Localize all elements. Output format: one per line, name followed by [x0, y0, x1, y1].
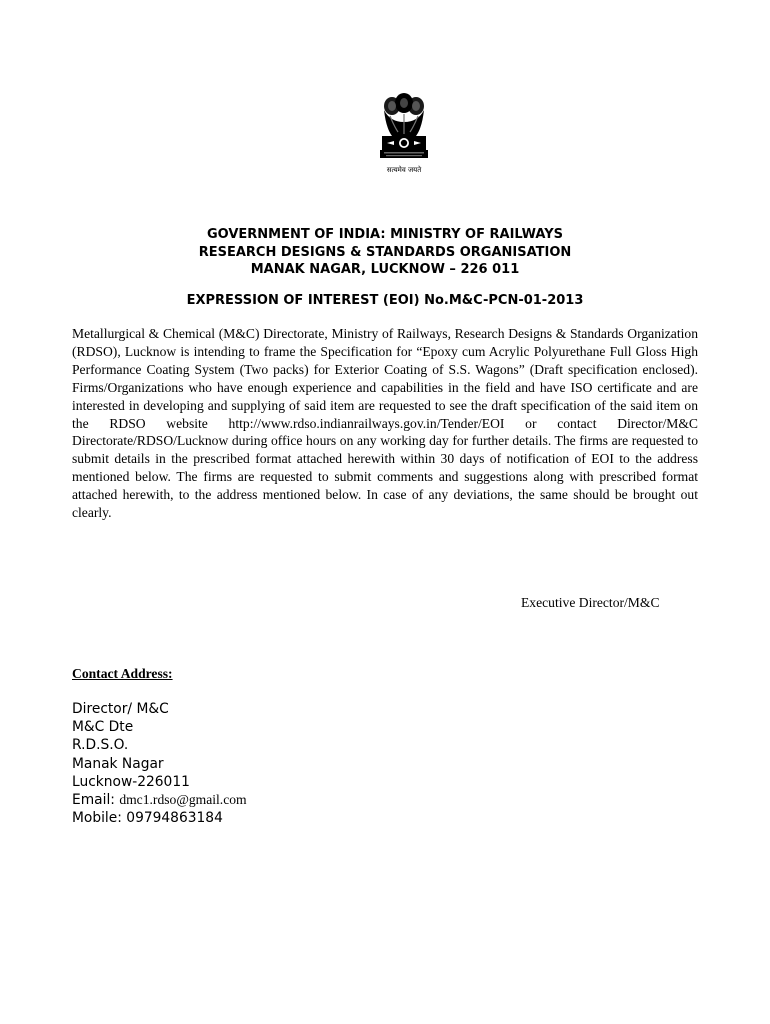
contact-email	[72, 791, 247, 809]
contact-mobile: Mobile: 09794863184	[72, 810, 223, 827]
contact-address	[72, 700, 247, 827]
header-ministry: GOVERNMENT OF INDIA: MINISTRY OF RAILWAYS	[206, 227, 564, 242]
emblem-motto: सत्यमेव जयते	[386, 166, 422, 174]
header-address: MANAK NAGAR, LUCKNOW – 226 011	[250, 262, 520, 277]
signature: Executive Director/M&C	[521, 595, 660, 610]
email-label: Email:	[72, 792, 120, 809]
national-emblem	[372, 92, 436, 176]
contact-directorate: M&C Dte	[72, 719, 134, 736]
contact-heading: Contact Address:	[72, 666, 173, 681]
email-value: dmc1.rdso@gmail.com	[119, 792, 247, 808]
emblem-graphic	[372, 92, 436, 176]
contact-designation: Director/ M&C	[72, 701, 169, 717]
contact-city: Lucknow-226011	[72, 773, 190, 790]
eoi-body-paragraph: Metallurgical & Chemical (M&C) Directorate, Ministry of Railways, Research Designs & Standards Organization (RDSO), Lucknow is intending to frame the Specification for “Epoxy cum Acrylic Polyurethane Full Gloss High Performance Coating System (Two packs) for Exterior Coating of S.S. Wagons” (Draft specification enclosed). Firms/Organizations who have enough experience and capabilities in the field and have ISO certificate and are interested in developing and supplying of said item are requested to see the draft specification of the said item on the RDSO website http://www.rdso.indianrailways.gov.in/Tender/EOI or contact Director/M&C Directorate/RDSO/Lucknow during office hours on any working day for further details. The firms are requested to submit details in the prescribed format attached herewith within 30 days of notification of EOI to the address mentioned below. The firms are requested to submit comments and suggestions along with prescribed format attached herewith, to the address mentioned below. In case of any deviations, the same should be brought out clearly.	[72, 326, 698, 521]
letterhead	[0, 226, 770, 279]
contact-locality: Manak Nagar	[72, 755, 164, 772]
eoi-title: EXPRESSION OF INTEREST (EOI) No.M&C-PCN-01-2013	[186, 293, 584, 308]
header-organisation: RESEARCH DESIGNS & STANDARDS ORGANISATION	[198, 244, 572, 260]
contact-organisation: R.D.S.O.	[72, 737, 129, 754]
